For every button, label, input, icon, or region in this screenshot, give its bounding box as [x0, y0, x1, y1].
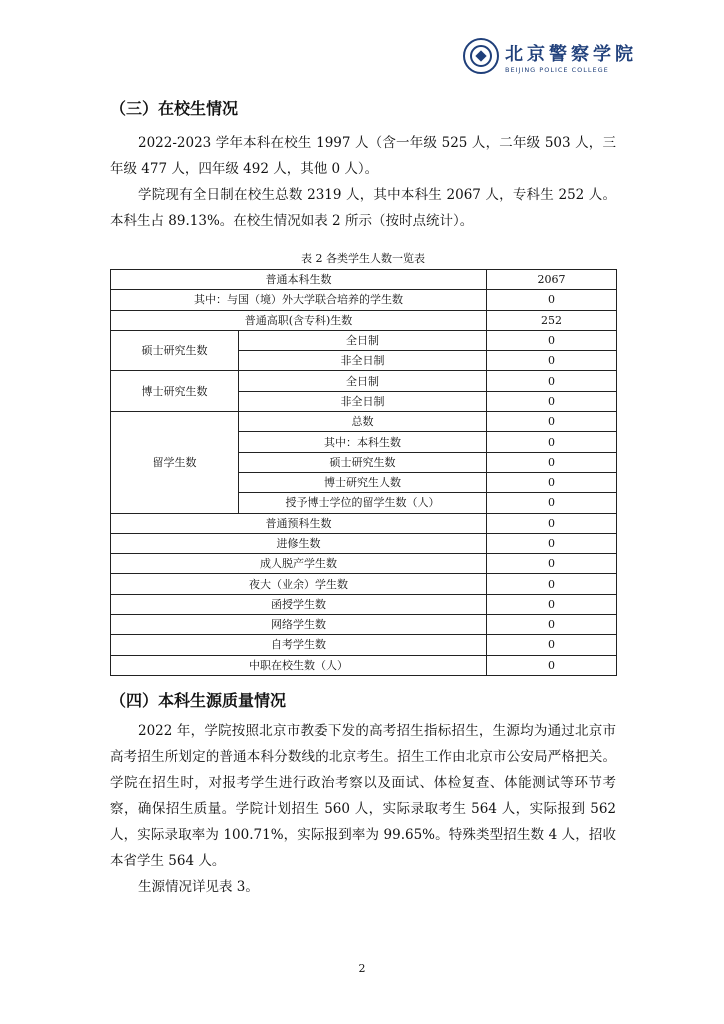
row-value: 0: [487, 554, 617, 574]
college-logo: [463, 38, 637, 78]
table-row: [111, 290, 617, 310]
row-value: 0: [487, 533, 617, 553]
row-value: 0: [487, 432, 617, 452]
section3-paragraph-1: 2022-2023 学年本科在校生 1997 人（含一年级 525 人，二年级 503 人，三年级 477 人，四年级 492 人，其他 0 人）。: [110, 135, 616, 177]
row-value: 0: [487, 655, 617, 675]
row-value: 252: [487, 310, 617, 330]
row-label: 其中：本科生数: [239, 432, 487, 452]
row-label: 中职在校生数（人）: [111, 655, 487, 675]
table-row: [111, 310, 617, 330]
row-value: 0: [487, 594, 617, 614]
row-label: 进修生数: [111, 533, 487, 553]
row-value: 0: [487, 615, 617, 635]
row-label: 博士研究生人数: [239, 472, 487, 492]
group-label-master: 硕士研究生数: [111, 330, 239, 371]
table-row: [111, 371, 617, 391]
row-label: 非全日制: [239, 391, 487, 411]
row-label: 普通预科生数: [111, 513, 487, 533]
row-value: 0: [487, 371, 617, 391]
row-label: 函授学生数: [111, 594, 487, 614]
section4-paragraph-2: 生源情况详见表 3。: [138, 879, 259, 895]
row-value: 0: [487, 635, 617, 655]
row-value: 0: [487, 574, 617, 594]
row-value: 0: [487, 472, 617, 492]
college-seal-icon: [463, 38, 499, 74]
row-label: 普通高职(含专科)生数: [111, 310, 487, 330]
row-label: 夜大（业余）学生数: [111, 574, 487, 594]
table2-student-counts: [110, 269, 617, 676]
row-label: 非全日制: [239, 351, 487, 371]
table-row: [111, 513, 617, 533]
group-label-doctor: 博士研究生数: [111, 371, 239, 412]
row-label: 总数: [239, 412, 487, 432]
row-value: 0: [487, 351, 617, 371]
row-label: 硕士研究生数: [239, 452, 487, 472]
row-value: 0: [487, 290, 617, 310]
row-label: 其中：与国（境）外大学联合培养的学生数: [111, 290, 487, 310]
table-row: [111, 533, 617, 553]
section3-title: （三）在校生情况: [110, 99, 239, 118]
table-row: [111, 330, 617, 350]
row-label: 全日制: [239, 371, 487, 391]
row-label: 授予博士学位的留学生数（人）: [239, 493, 487, 513]
logo-english-name: BEIJING POLICE COLLEGE: [505, 66, 609, 74]
table-row: [111, 412, 617, 432]
row-label: 普通本科生数: [111, 270, 487, 290]
row-label: 全日制: [239, 330, 487, 350]
row-label: 自考学生数: [111, 635, 487, 655]
table-row: [111, 655, 617, 675]
row-label: 网络学生数: [111, 615, 487, 635]
table-row: [111, 635, 617, 655]
row-label: 成人脱产学生数: [111, 554, 487, 574]
row-value: 0: [487, 330, 617, 350]
row-value: 0: [487, 493, 617, 513]
row-value: 0: [487, 452, 617, 472]
row-value: 0: [487, 391, 617, 411]
group-label-intl: 留学生数: [111, 412, 239, 513]
section4-paragraph-1: 2022 年，学院按照北京市教委下发的高考招生指标招生，生源均为通过北京市高考招生所划定的普通本科分数线的北京考生。招生工作由北京市公安局严格把关。学院在招生时，对报考学生进行政治考察以及面试、体检复查、体能测试等环节考察，确保招生质量。学院计划招生 560 人，实际录取考生 564 人，实际报到 562 人，实际录取率为 100.71%，实际报到率为 99.65%。特殊类型招生数 4 人，招收本省学生 564 人。: [110, 723, 616, 869]
page-number: 2: [358, 962, 366, 975]
table2-caption: 表 2 各类学生人数一览表: [301, 252, 425, 265]
table-row: [111, 615, 617, 635]
table-row: [111, 270, 617, 290]
row-value: 0: [487, 412, 617, 432]
table-row: [111, 554, 617, 574]
row-value: 0: [487, 513, 617, 533]
row-value: 2067: [487, 270, 617, 290]
logo-chinese-name: 北京警察学院: [505, 44, 637, 65]
table-row: [111, 594, 617, 614]
section4-title: （四）本科生源质量情况: [110, 691, 287, 710]
table-row: [111, 574, 617, 594]
section3-paragraph-2: 学院现有全日制在校生总数 2319 人，其中本科生 2067 人，专科生 252 人。本科生占 89.13%。在校生情况如表 2 所示（按时点统计）。: [110, 187, 616, 229]
